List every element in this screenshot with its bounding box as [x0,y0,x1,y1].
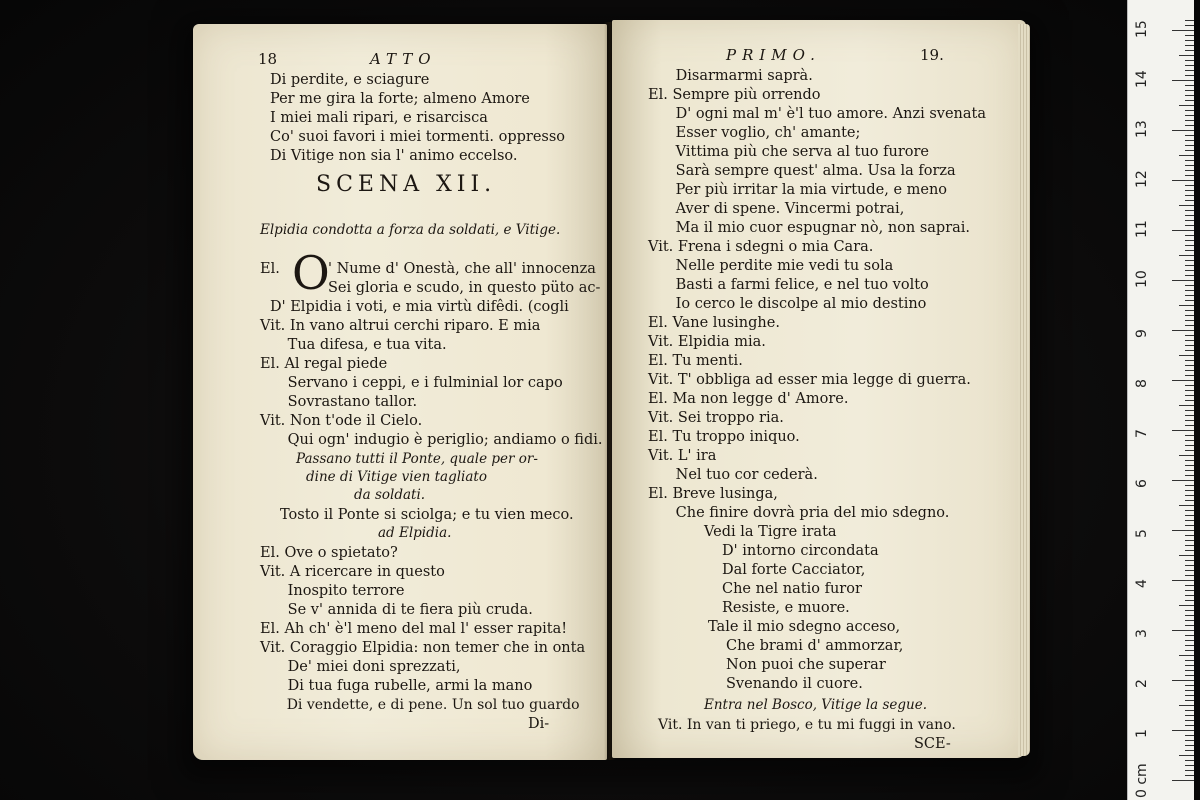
ruler-label: 9 [1134,329,1150,338]
ruler-tick [1185,345,1194,346]
ruler-tick [1185,325,1194,326]
ruler-tick [1185,595,1194,596]
ruler-tick [1185,610,1194,611]
ruler-tick [1172,430,1194,431]
text-line: ' Nume d' Onestà, che all' innocenza [328,261,596,277]
ruler-tick [1185,695,1194,696]
ruler-tick [1185,400,1194,401]
catchword: SCE- [914,736,951,752]
ruler-tick [1185,620,1194,621]
aria-line: Resiste, e muore. [722,600,850,616]
text-line: Ma il mio cuor espugnar nò, non saprai. [648,220,971,236]
ruler-tick [1179,555,1194,556]
ruler-tick [1185,710,1194,711]
ruler-tick [1185,365,1194,366]
ruler-tick [1185,645,1194,646]
ruler-tick [1179,505,1194,506]
ruler-tick [1185,300,1194,301]
ruler-tick [1185,265,1194,266]
ruler-tick [1172,480,1194,481]
text-line: Per più irritar la mia virtude, e meno [648,182,948,198]
text-line: Vittima più che serva al tuo furore [648,144,929,160]
aria-line: Dal forte Cacciator, [722,562,866,578]
ruler-label: 0 cm [1134,763,1150,798]
ruler-tick [1185,115,1194,116]
ruler-tick [1172,330,1194,331]
ruler-tick [1185,425,1194,426]
ruler-tick [1185,110,1194,111]
ruler-tick [1185,350,1194,351]
ruler-tick [1185,85,1194,86]
ruler-tick [1185,310,1194,311]
text-line: Tosto il Ponte si sciolga; e tu vien meco. [280,507,574,523]
ruler-tick [1185,410,1194,411]
ruler-tick [1172,580,1194,581]
ruler-tick [1185,495,1194,496]
ruler-tick [1185,600,1194,601]
ruler-label: 2 [1134,679,1150,688]
ruler-label: 3 [1134,629,1150,638]
ruler-tick [1185,170,1194,171]
ruler-tick [1185,360,1194,361]
ruler-tick [1185,445,1194,446]
page-edges [1018,24,1030,756]
ruler-label: 14 [1134,70,1150,88]
ruler-tick [1172,280,1194,281]
ruler-tick [1185,475,1194,476]
ruler-tick [1179,755,1194,756]
ruler-tick [1172,780,1194,781]
ruler-tick [1185,135,1194,136]
ruler-label: 4 [1134,579,1150,588]
ruler-tick [1185,245,1194,246]
ruler-tick [1185,740,1194,741]
text-line: Di Vitige non sia l' animo eccelso. [270,148,518,164]
text-line: Vit. Elpidia mia. [648,334,766,350]
text-line: El. Al regal piede [260,356,388,372]
ruler-tick [1172,130,1194,131]
ruler-tick [1185,725,1194,726]
text-line: Di perdite, e sciagure [270,72,430,88]
ruler-label: 7 [1134,429,1150,438]
ruler-label: 6 [1134,479,1150,488]
text-line: Che finire dovrà pria del mio sdegno. [648,505,950,521]
ruler-tick [1185,515,1194,516]
aria-line: Non puoi che superar [726,657,886,673]
ruler-tick [1185,385,1194,386]
ruler-tick [1185,420,1194,421]
ruler-tick [1185,90,1194,91]
right-page-number: 19. [920,46,944,64]
ruler-tick [1179,705,1194,706]
text-line: Nelle perdite mie vedi tu sola [648,258,894,274]
ruler-tick [1185,370,1194,371]
ruler-tick [1185,175,1194,176]
ruler-tick [1185,125,1194,126]
ruler-tick [1185,195,1194,196]
speaker-label: El. [260,261,280,277]
text-line: El. Breve lusinga, [648,486,778,502]
text-line: El. Sempre più orrendo [648,87,821,103]
text-line: Per me gira la forte; almeno Amore [270,91,530,107]
ruler-tick [1185,150,1194,151]
ruler-tick [1185,700,1194,701]
ruler-tick [1185,65,1194,66]
ruler-tick [1185,290,1194,291]
text-line: I miei mali ripari, e risarcisca [270,110,488,126]
ruler-tick [1172,380,1194,381]
ruler-tick [1172,180,1194,181]
ruler-label: 12 [1134,170,1150,188]
ruler-tick [1179,55,1194,56]
ruler-tick [1185,260,1194,261]
ruler-tick [1185,765,1194,766]
text-line: Sovrastano tallor. [260,394,418,410]
text-line: Aver di spene. Vincermi potrai, [648,201,905,217]
aria-line: Tale il mio sdegno acceso, [708,619,901,635]
ruler-tick [1185,550,1194,551]
text-line: Sarà sempre quest' alma. Usa la forza [648,163,956,179]
text-line: Vit. T' obbliga ad esser mia legge di guerra. [648,372,971,388]
ruler-tick [1185,215,1194,216]
ruler-tick [1185,275,1194,276]
ruler-tick [1179,655,1194,656]
ruler-tick [1185,335,1194,336]
ruler-tick [1185,60,1194,61]
ruler-tick [1172,230,1194,231]
ruler-tick [1185,315,1194,316]
text-line: Tua difesa, e tua vita. [260,337,447,353]
ruler-tick [1185,690,1194,691]
ruler-tick [1172,730,1194,731]
text-line: Basti a farmi felice, e nel tuo volto [648,277,929,293]
ruler-tick [1185,535,1194,536]
ruler-label: 1 [1134,729,1150,738]
ruler-tick [1185,470,1194,471]
ruler-tick [1179,605,1194,606]
ruler-tick [1179,255,1194,256]
text-line: El. Vane lusinghe. [648,315,780,331]
ruler-tick [1185,285,1194,286]
ruler-tick [1185,660,1194,661]
ruler-tick [1179,155,1194,156]
ruler-tick [1185,395,1194,396]
ruler-tick [1185,640,1194,641]
ruler-tick [1185,375,1194,376]
measurement-ruler [1127,0,1194,800]
ruler-tick [1172,630,1194,631]
text-line: De' miei doni sprezzati, [260,659,461,675]
ruler-tick [1185,320,1194,321]
text-line: Disarmarmi saprà. [648,68,813,84]
ruler-tick [1185,635,1194,636]
stage-direction: Entra nel Bosco, Vitige la segue. [704,697,927,713]
ruler-tick [1185,435,1194,436]
ruler-tick [1185,735,1194,736]
ruler-tick [1185,450,1194,451]
ruler-tick [1179,455,1194,456]
text-line: Se v' annida di te fiera più cruda. [260,602,533,618]
ruler-tick [1185,160,1194,161]
text-line: Vit. Frena i sdegni o mia Cara. [648,239,874,255]
left-page-number: 18 [258,50,278,68]
ruler-tick [1185,675,1194,676]
ruler-label: 10 [1134,270,1150,288]
scene-title: SCENA XII. [316,172,497,197]
ruler-tick [1185,615,1194,616]
ruler-tick [1185,775,1194,776]
ruler-tick [1185,40,1194,41]
ruler-tick [1185,75,1194,76]
catchword: Di- [528,716,550,732]
ruler-tick [1185,760,1194,761]
text-line: Vit. In vano altrui cerchi riparo. E mia [260,318,541,334]
text-line: El. Ah ch' è'l meno del mal l' esser rapita! [260,621,568,637]
ruler-label: 15 [1134,20,1150,38]
ruler-tick [1185,590,1194,591]
ruler-tick [1185,235,1194,236]
text-line: Co' suoi favori i miei tormenti. oppresso [270,129,566,145]
ruler-label: 5 [1134,529,1150,538]
ruler-tick [1185,465,1194,466]
stage-direction: Elpidia condotta a forza da soldati, e Vitige. [260,222,561,238]
ruler-tick [1185,625,1194,626]
ruler-tick [1185,570,1194,571]
ruler-tick [1185,120,1194,121]
ruler-tick [1185,650,1194,651]
ruler-tick [1185,70,1194,71]
ruler-tick [1185,545,1194,546]
text-line: Vit. L' ira [648,448,717,464]
ruler-tick [1185,250,1194,251]
ruler-tick [1185,490,1194,491]
ruler-tick [1185,20,1194,21]
ruler-tick [1185,525,1194,526]
dropcap-letter: O [292,246,330,300]
ruler-tick [1185,585,1194,586]
ruler-tick [1185,440,1194,441]
ruler-tick [1185,500,1194,501]
stage-direction: Passano tutti il Ponte, quale per or- [296,451,538,467]
text-line: Vit. Non t'ode il Cielo. [260,413,423,429]
ruler-tick [1185,45,1194,46]
ruler-tick [1185,270,1194,271]
aria-line: D' intorno circondata [722,543,879,559]
text-line: Inospito terrore [260,583,405,599]
ruler-tick [1185,200,1194,201]
ruler-tick [1185,390,1194,391]
text-line: D' Elpidia i voti, e mia virtù difêdi. (cogli [270,299,569,315]
stage-direction: dine di Vitige vien tagliato [306,469,487,485]
ruler-tick [1185,190,1194,191]
ruler-tick [1185,715,1194,716]
ruler-tick [1185,565,1194,566]
ruler-tick [1179,205,1194,206]
text-line: Qui ogn' indugio è periglio; andiamo o fidi. [260,432,603,448]
ruler-tick [1185,670,1194,671]
text-line: El. Tu menti. [648,353,743,369]
ruler-tick [1185,665,1194,666]
text-line: Vit. In van ti priego, e tu mi fuggi in vano. [658,717,956,733]
text-line: Sei gloria e scudo, in questo püto ac- [328,280,601,296]
ruler-tick [1179,105,1194,106]
ruler-tick [1172,530,1194,531]
ruler-tick [1185,185,1194,186]
ruler-tick [1185,240,1194,241]
stage-direction: ad Elpidia. [378,525,452,541]
text-line: El. Tu troppo iniquo. [648,429,800,445]
stage-direction: da soldati. [354,487,426,503]
ruler-tick [1185,520,1194,521]
ruler-tick [1185,540,1194,541]
text-line: Di vendette, e di pene. Un sol tuo guardo [260,697,580,713]
ruler-tick [1185,485,1194,486]
aria-line: Vedi la Tigre irata [704,524,837,540]
ruler-tick [1185,35,1194,36]
ruler-tick [1185,95,1194,96]
text-line: El. Ove o spietato? [260,545,398,561]
text-line: Nel tuo cor cederà. [648,467,818,483]
ruler-label: 8 [1134,379,1150,388]
ruler-tick [1185,100,1194,101]
ruler-tick [1185,295,1194,296]
aria-line: Svenando il cuore. [726,676,863,692]
ruler-tick [1185,745,1194,746]
ruler-label: 13 [1134,120,1150,138]
aria-line: Che brami d' ammorzar, [726,638,904,654]
text-line: Io cerco le discolpe al mio destino [648,296,927,312]
ruler-tick [1185,50,1194,51]
ruler-tick [1185,25,1194,26]
ruler-tick [1185,220,1194,221]
text-line: Vit. Coraggio Elpidia: non temer che in onta [260,640,586,656]
text-line: Vit. Sei troppo ria. [648,410,784,426]
ruler-tick [1185,340,1194,341]
right-running-head: PRIMO. [726,46,821,64]
ruler-tick [1185,415,1194,416]
ruler-tick [1172,80,1194,81]
text-line: Servano i ceppi, e i fulminial lor capo [260,375,563,391]
text-line: Vit. A ricercare in questo [260,564,445,580]
ruler-tick [1185,560,1194,561]
ruler-tick [1179,405,1194,406]
ruler-tick [1185,460,1194,461]
text-line: Esser voglio, ch' amante; [648,125,861,141]
ruler-tick [1172,680,1194,681]
ruler-tick [1185,575,1194,576]
ruler-label: 11 [1134,220,1150,238]
aria-line: Che nel natio furor [722,581,862,597]
text-line: Di tua fuga rubelle, armi la mano [260,678,533,694]
ruler-tick [1185,210,1194,211]
ruler-tick [1185,165,1194,166]
ruler-tick [1185,140,1194,141]
ruler-tick [1172,30,1194,31]
ruler-tick [1179,305,1194,306]
ruler-tick [1185,685,1194,686]
ruler-tick [1185,225,1194,226]
ruler-tick [1185,750,1194,751]
ruler-tick [1185,145,1194,146]
ruler-tick [1179,355,1194,356]
text-line: D' ogni mal m' è'l tuo amore. Anzi svenata [648,106,986,122]
left-running-head: ATTO [370,50,437,68]
text-line: El. Ma non legge d' Amore. [648,391,849,407]
ruler-tick [1185,770,1194,771]
ruler-tick [1185,510,1194,511]
ruler-tick [1185,720,1194,721]
